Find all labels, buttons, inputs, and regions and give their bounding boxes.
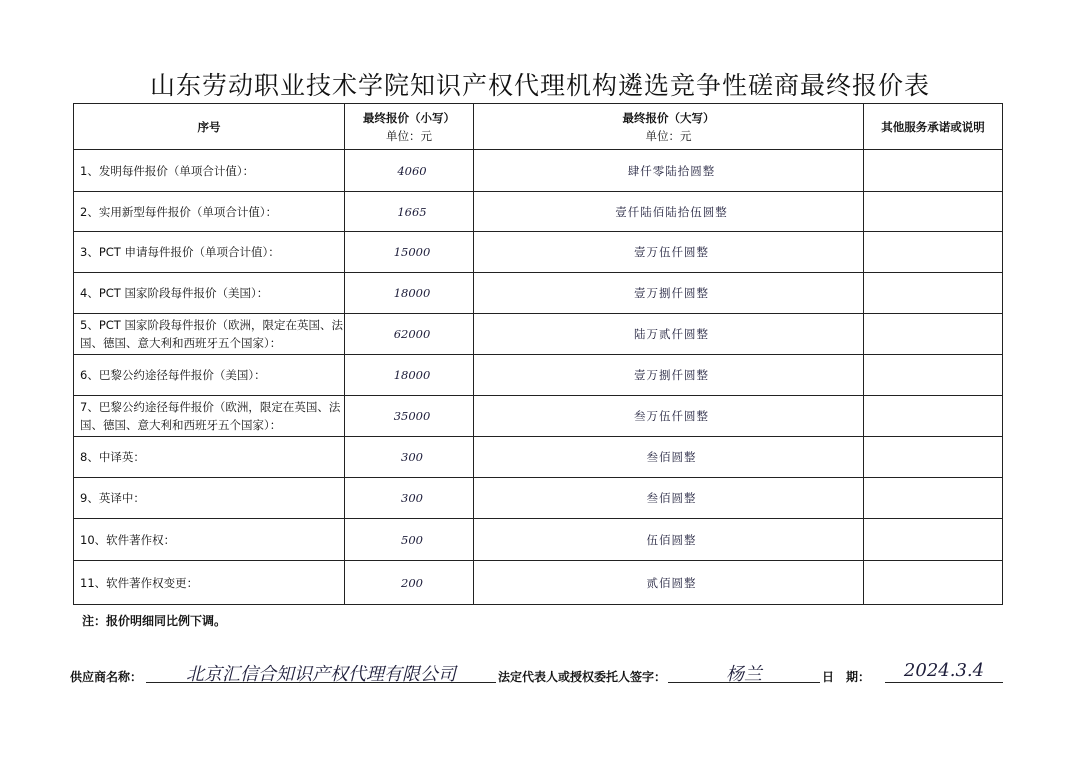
row-other bbox=[864, 232, 1003, 273]
rep-label: 法定代表人或授权委托人签字： bbox=[498, 670, 667, 684]
row-other bbox=[864, 273, 1003, 314]
header-price-small-unit: 单位：元 bbox=[386, 128, 432, 143]
table-row bbox=[74, 561, 1003, 605]
row-price-big: 肆仟零陆拾圆整 bbox=[474, 150, 864, 192]
table-row bbox=[74, 192, 1003, 232]
table-row bbox=[74, 478, 1003, 519]
note: 注：报价明细同比例下调。 bbox=[82, 614, 227, 628]
header-price-big-unit: 单位：元 bbox=[645, 128, 692, 143]
row-price-big: 叁佰圆整 bbox=[474, 437, 864, 478]
row-other bbox=[864, 192, 1003, 232]
row-price-small: 62000 bbox=[345, 314, 474, 355]
row-item: 7、巴黎公约途径每件报价（欧洲，限定在英国、法国、德国、意大利和西班牙五个国家）： bbox=[74, 396, 345, 437]
row-other bbox=[864, 396, 1003, 437]
page-title: 山东劳动职业技术学院知识产权代理机构遴选竞争性磋商最终报价表 bbox=[149, 71, 930, 100]
row-other bbox=[864, 478, 1003, 519]
row-item: 6、巴黎公约途径每件报价（美国）： bbox=[74, 355, 345, 396]
rep-signature: 杨兰 bbox=[668, 660, 820, 683]
table-header-row bbox=[74, 104, 1003, 150]
row-price-big: 陆万贰仟圆整 bbox=[474, 314, 864, 355]
row-price-small: 4060 bbox=[345, 150, 474, 192]
row-other bbox=[864, 561, 1003, 605]
supplier-label: 供应商名称： bbox=[70, 670, 143, 684]
row-price-small: 18000 bbox=[345, 355, 474, 396]
row-item: 9、英译中： bbox=[74, 478, 345, 519]
row-item: 10、软件著作权： bbox=[74, 519, 345, 561]
row-price-small: 15000 bbox=[345, 232, 474, 273]
row-item: 2、实用新型每件报价（单项合计值）： bbox=[74, 192, 345, 232]
table-row bbox=[74, 519, 1003, 561]
table-row bbox=[74, 314, 1003, 355]
table-row bbox=[74, 232, 1003, 273]
signature-footer bbox=[0, 660, 1080, 690]
row-price-small: 18000 bbox=[345, 273, 474, 314]
row-price-small: 200 bbox=[345, 561, 474, 605]
table-row bbox=[74, 396, 1003, 437]
header-other: 其他服务承诺或说明 bbox=[864, 104, 1003, 150]
row-price-small: 300 bbox=[345, 437, 474, 478]
table-body bbox=[74, 150, 1003, 605]
row-price-small: 1665 bbox=[345, 192, 474, 232]
date-value: 2024.3.4 bbox=[885, 660, 1003, 683]
row-price-big: 壹万伍仟圆整 bbox=[474, 232, 864, 273]
table-row bbox=[74, 273, 1003, 314]
row-price-big: 叁万伍仟圆整 bbox=[474, 396, 864, 437]
header-index: 序号 bbox=[74, 104, 345, 150]
row-item: 1、发明每件报价（单项合计值）： bbox=[74, 150, 345, 192]
row-price-big: 叁佰圆整 bbox=[474, 478, 864, 519]
row-other bbox=[864, 314, 1003, 355]
supplier-name: 北京汇信合知识产权代理有限公司 bbox=[146, 660, 496, 683]
row-price-small: 500 bbox=[345, 519, 474, 561]
row-other bbox=[864, 437, 1003, 478]
row-other bbox=[864, 150, 1003, 192]
quote-table bbox=[73, 103, 1003, 605]
row-item: 3、PCT 申请每件报价（单项合计值）： bbox=[74, 232, 345, 273]
header-price-small-label: 最终报价（小写） bbox=[363, 110, 455, 125]
date-label: 日 期： bbox=[822, 670, 871, 684]
row-price-big: 壹仟陆佰陆拾伍圆整 bbox=[474, 192, 864, 232]
row-other bbox=[864, 355, 1003, 396]
row-price-small: 35000 bbox=[345, 396, 474, 437]
row-price-big: 贰佰圆整 bbox=[474, 561, 864, 605]
table-row bbox=[74, 437, 1003, 478]
row-price-big: 伍佰圆整 bbox=[474, 519, 864, 561]
row-item: 5、PCT 国家阶段每件报价（欧洲，限定在英国、法国、德国、意大利和西班牙五个国家）： bbox=[74, 314, 345, 355]
header-price-small bbox=[345, 104, 474, 150]
row-item: 11、软件著作权变更： bbox=[74, 561, 345, 605]
row-item: 8、中译英： bbox=[74, 437, 345, 478]
row-price-big: 壹万捌仟圆整 bbox=[474, 273, 864, 314]
row-other bbox=[864, 519, 1003, 561]
row-item: 4、PCT 国家阶段每件报价（美国）： bbox=[74, 273, 345, 314]
row-price-small: 300 bbox=[345, 478, 474, 519]
table-row bbox=[74, 150, 1003, 192]
header-price-big-label: 最终报价（大写） bbox=[622, 110, 715, 125]
table-row bbox=[74, 355, 1003, 396]
header-price-big bbox=[474, 104, 864, 150]
row-price-big: 壹万捌仟圆整 bbox=[474, 355, 864, 396]
